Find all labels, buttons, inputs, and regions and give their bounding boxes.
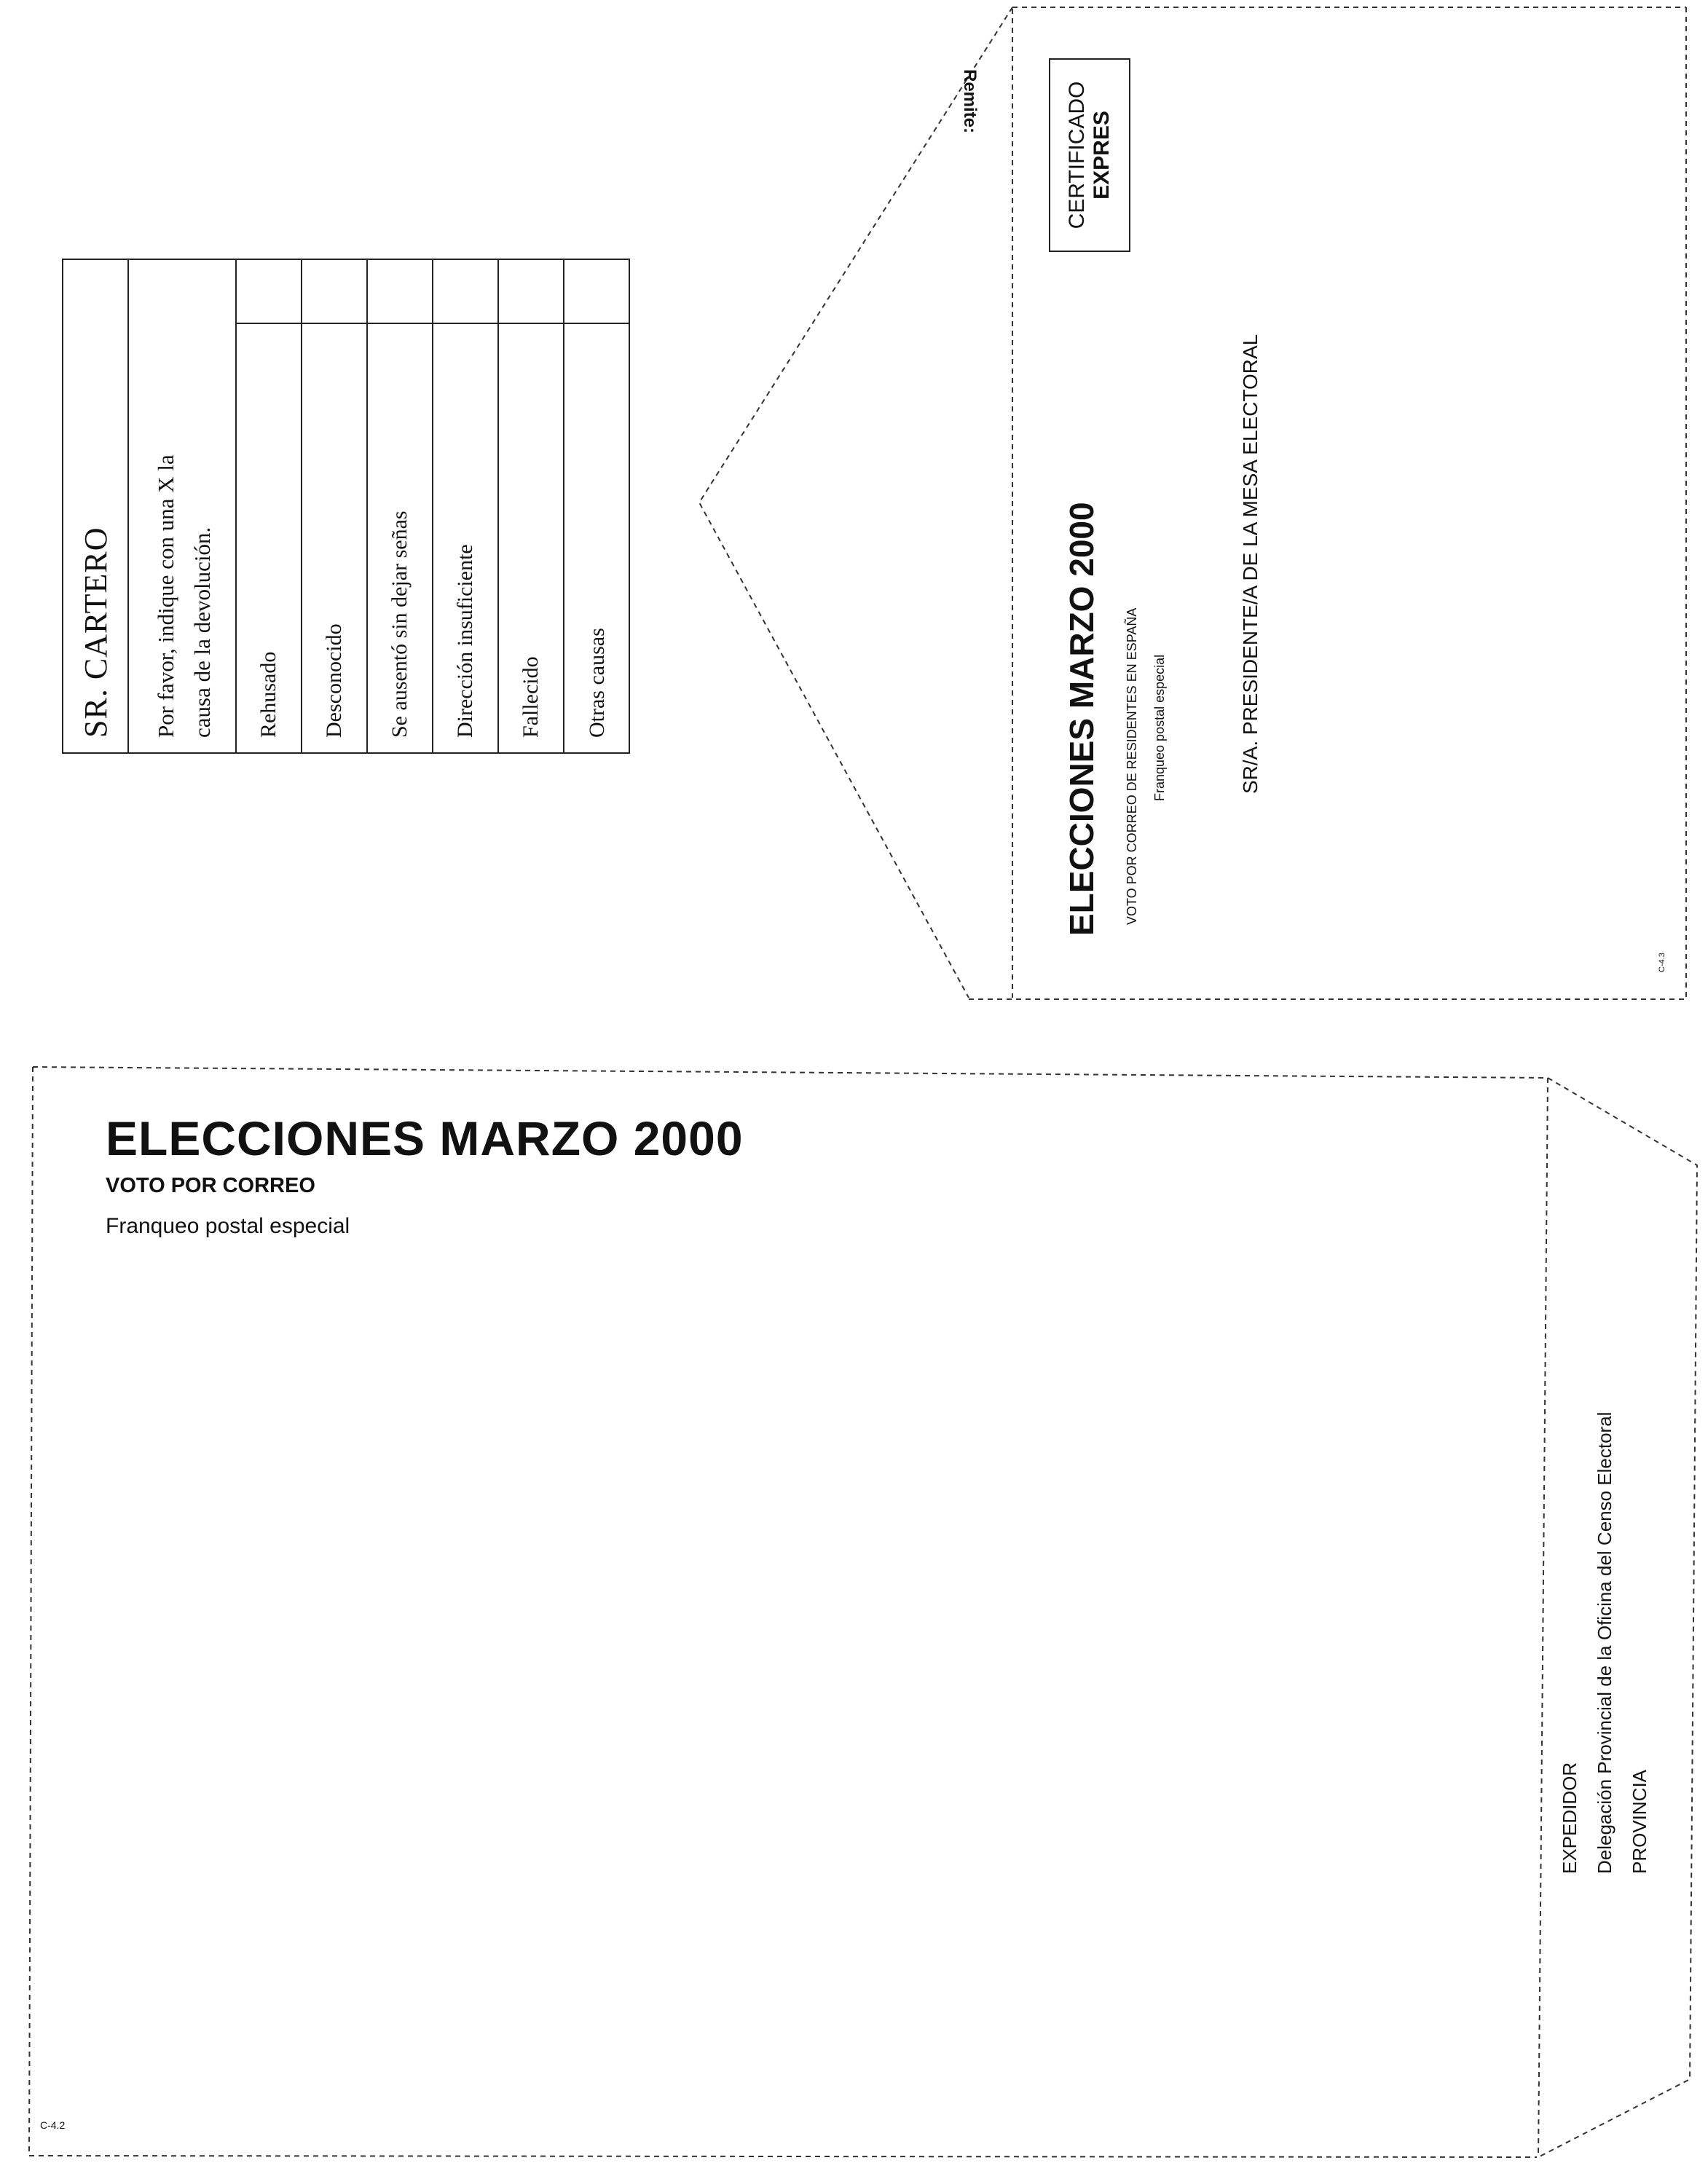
upper-envelope-flap-outline bbox=[699, 7, 1012, 998]
upper-envelope-addressee: SR/A. PRESIDENTE/A DE LA MESA ELECTORAL bbox=[1239, 334, 1262, 794]
reason-checkbox[interactable] bbox=[499, 260, 563, 323]
reason-label: Otras causas bbox=[564, 323, 630, 752]
lower-envelope-title: ELECCIONES MARZO 2000 bbox=[106, 1111, 744, 1165]
reason-row-fallecido bbox=[499, 260, 564, 752]
lower-envelope-top-edge bbox=[33, 1067, 1548, 1078]
upper-envelope-subtitle: VOTO POR CORREO DE RESIDENTES EN ESPAÑA bbox=[1125, 607, 1139, 925]
return-reason-box bbox=[62, 259, 630, 754]
expres-text: EXPRES bbox=[1090, 111, 1114, 200]
reason-checkbox[interactable] bbox=[433, 260, 497, 323]
lower-envelope-code: C-4.2 bbox=[40, 2119, 66, 2131]
cartero-instruction bbox=[129, 260, 237, 752]
reason-row-desconocido bbox=[302, 260, 368, 752]
reason-list bbox=[237, 260, 630, 752]
sender-label: EXPEDIDOR bbox=[1559, 1762, 1581, 1874]
lower-envelope-left-edge bbox=[29, 1067, 33, 2156]
reason-label: Se ausentó sin dejar señas bbox=[368, 323, 432, 752]
sender-line1: Delegación Provincial de la Oficina del Censo Electoral bbox=[1594, 1411, 1615, 1874]
upper-envelope-franqueo: Franqueo postal especial bbox=[1152, 654, 1167, 801]
lower-envelope-subtitle: VOTO POR CORREO bbox=[106, 1174, 315, 1197]
lower-envelope-franqueo: Franqueo postal especial bbox=[106, 1214, 350, 1238]
reason-row-se-ausento bbox=[368, 260, 433, 752]
reason-row-direccion bbox=[433, 260, 499, 752]
reason-checkbox[interactable] bbox=[302, 260, 366, 323]
remite-label: Remite: bbox=[960, 69, 980, 134]
sender-line2: PROVINCIA bbox=[1629, 1769, 1650, 1874]
cartero-instruction-line2: causa de la devolución. bbox=[189, 527, 215, 738]
reason-checkbox[interactable] bbox=[564, 260, 630, 323]
reason-label: Dirección insuficiente bbox=[433, 323, 497, 752]
upper-envelope-code: C-4.3 bbox=[1658, 953, 1666, 972]
reason-label: Fallecido bbox=[499, 323, 563, 752]
cartero-instruction-line1: Por favor, indique con una X la bbox=[153, 454, 178, 738]
certificado-expres-stamp bbox=[1049, 58, 1130, 252]
reason-row-rehusado bbox=[237, 260, 302, 752]
cartero-title: SR. CARTERO bbox=[63, 260, 129, 752]
upper-envelope-title: ELECCIONES MARZO 2000 bbox=[1063, 502, 1101, 936]
reason-row-otras bbox=[564, 260, 630, 752]
certificado-text: CERTIFICADO bbox=[1065, 81, 1089, 229]
reason-checkbox[interactable] bbox=[237, 260, 301, 323]
reason-label: Desconocido bbox=[302, 323, 366, 752]
lower-envelope-flap-outline bbox=[1538, 1078, 1697, 2157]
lower-envelope-bottom-edge bbox=[29, 2156, 1537, 2157]
return-reason-table bbox=[62, 259, 630, 754]
lower-envelope-fold-line bbox=[1538, 1078, 1548, 2157]
reason-label: Rehusado bbox=[237, 323, 301, 752]
reason-checkbox[interactable] bbox=[368, 260, 432, 323]
